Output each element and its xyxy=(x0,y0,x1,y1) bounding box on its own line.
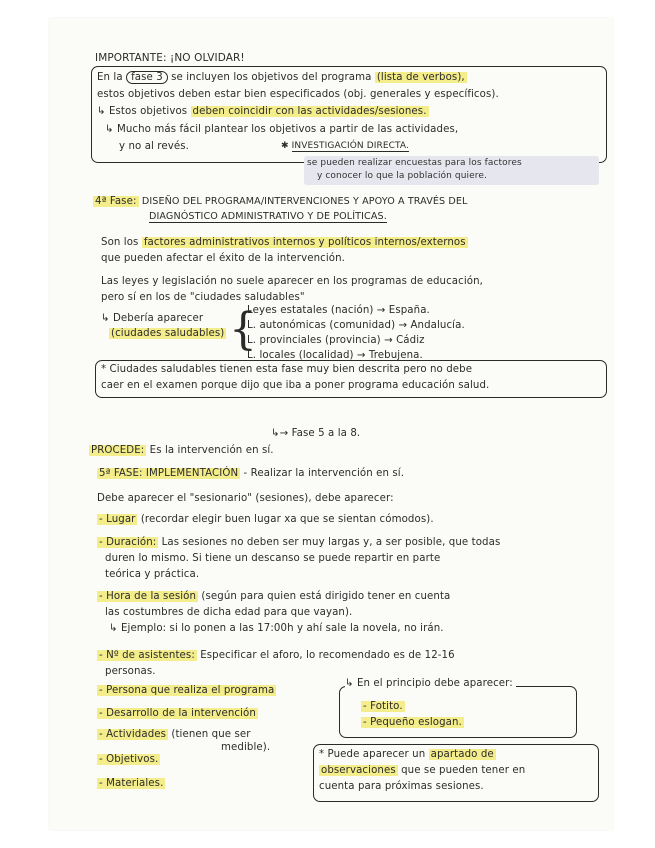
highlight: - Lugar xyxy=(99,514,136,525)
phase4-heading-2 xyxy=(149,211,387,222)
text: ↳ Debería aparecer xyxy=(101,313,204,324)
deberia-aparecer xyxy=(101,313,203,324)
phase4-p2: Las leyes y legislación no suele aparecer en los programas de educación, xyxy=(101,276,483,287)
hora-3: ↳ Ejemplo: si lo ponen a las 17:00h y ahí sale la novela, no irán. xyxy=(109,623,444,634)
asistentes-2: personas. xyxy=(105,666,156,677)
obs-line-2 xyxy=(319,765,525,776)
important-line-2: estos objetivos deben estar bien especificados (obj. generales y específicos). xyxy=(97,89,499,100)
duracion-2: duren lo mismo. Si tiene un descanso se puede repartir en parte xyxy=(105,553,441,564)
actividades-2: medible). xyxy=(221,742,271,753)
asistentes xyxy=(97,650,455,661)
highlight: - Actividades xyxy=(99,729,167,740)
persona xyxy=(97,685,276,696)
text: (recordar elegir buen lugar xa que se sientan cómodos). xyxy=(140,514,434,525)
important-line-5: y no al revés. xyxy=(119,141,189,152)
eslogan xyxy=(361,717,464,728)
highlight: 5ª FASE: IMPLEMENTACIÓN xyxy=(99,468,239,479)
text: (tienen que ser xyxy=(171,729,251,740)
important-line-3 xyxy=(97,106,429,117)
text: Fase 5 a la 8. xyxy=(291,428,361,439)
text: DISEÑO DEL PROGRAMA/INTERVENCIONES Y APOYO A TRAVÉS DEL xyxy=(141,196,468,207)
law-2: L. autonómicas (comunidad) → Andalucía. xyxy=(247,320,465,331)
important-title: IMPORTANTE: ¡NO OLVIDAR! xyxy=(95,52,249,64)
fase-3-circled: fase 3 xyxy=(126,71,168,84)
law-3: L. provinciales (provincia) → Cádiz xyxy=(247,335,425,346)
text: Especificar el aforo, lo recomendado es de 12-16 xyxy=(200,650,455,661)
lugar xyxy=(97,514,434,525)
highlight: deben coincidir con las actividades/sesiones. xyxy=(192,106,427,117)
highlight: - Fotito. xyxy=(363,701,403,712)
phase4-heading-1 xyxy=(93,196,468,207)
text: se incluyen los objetivos del programa xyxy=(171,72,372,83)
phase4-p1b: que pueden afectar el éxito de la intervención. xyxy=(101,253,345,264)
text: Son los xyxy=(101,237,139,248)
important-line-4: ↳ Mucho más fácil plantear los objetivos a partir de las actividades, xyxy=(105,124,459,135)
highlight: apartado de xyxy=(430,749,494,760)
duracion xyxy=(97,537,500,548)
text: * Puede aparecer un xyxy=(319,749,426,760)
fotito xyxy=(361,701,405,712)
phase5-intro: Debe aparecer el "sesionario" (sesiones), debe aparecer: xyxy=(97,493,394,504)
brace: { xyxy=(229,304,257,355)
desarrollo xyxy=(97,708,258,719)
highlight: 4ª Fase: xyxy=(95,196,137,207)
actividades xyxy=(97,729,251,740)
hora-2: las costumbres de dicha edad para que vayan). xyxy=(105,607,353,618)
obs-line-1 xyxy=(319,749,496,760)
note-line-2: caer en el examen porque dijo que iba a poner programa educación salud. xyxy=(101,380,490,391)
principio: ↳ En el principio debe aparecer: xyxy=(345,678,516,689)
procede-line xyxy=(89,445,274,456)
highlight: (lista de verbos), xyxy=(376,72,465,83)
highlight: factores administrativos internos y políticos internos/externos xyxy=(143,237,466,248)
law-1: Leyes estatales (nación) → España. xyxy=(247,305,430,316)
phases-arrow: ↳→ Fase 5 a la 8. xyxy=(271,428,361,439)
hora xyxy=(97,591,450,602)
highlight: observaciones xyxy=(321,765,396,776)
highlight: - Duración: xyxy=(99,537,157,548)
phase4-p3: pero sí en los de "ciudades saludables" xyxy=(101,292,305,303)
materiales xyxy=(97,778,165,789)
highlight: - Pequeño eslogan. xyxy=(363,717,462,728)
text: En la xyxy=(97,72,123,83)
highlight: - Hora de la sesión xyxy=(99,591,197,602)
text: (según para quien está dirigido tener en cuenta xyxy=(201,591,451,602)
law-4: L. locales (localidad) → Trebujena. xyxy=(247,350,423,361)
highlight: - Persona que realiza el programa xyxy=(99,685,275,696)
investigacion-directa: ✱ INVESTIGACIÓN DIRECTA. xyxy=(281,141,409,151)
notes-page xyxy=(49,18,613,830)
text: ↳ Estos objetivos xyxy=(97,106,188,117)
text: INVESTIGACIÓN DIRECTA. xyxy=(291,141,409,151)
text: Las sesiones no deben ser muy largas y, a ser posible, que todas xyxy=(161,537,501,548)
objetivos xyxy=(97,754,160,765)
obs-line-3: cuenta para próximas sesiones. xyxy=(319,781,484,792)
important-line-1 xyxy=(97,72,467,83)
highlight: (ciudades saludables) xyxy=(111,328,225,339)
principio-box xyxy=(339,686,577,738)
highlight: PROCEDE: xyxy=(91,445,145,456)
gray-note-line-1: se pueden realizar encuestas para los factores xyxy=(307,158,522,168)
text: DIAGNÓSTICO ADMINISTRATIVO Y DE POLÍTICAS. xyxy=(149,211,387,222)
highlight: - Materiales. xyxy=(99,778,164,789)
highlight: - Nº de asistentes: xyxy=(99,650,195,661)
highlight: - Objetivos. xyxy=(99,754,159,765)
text: - Realizar la intervención en sí. xyxy=(243,468,405,479)
note-line-1: * Ciudades saludables tienen esta fase muy bien descrita pero no debe xyxy=(101,364,473,375)
text: que se pueden tener en xyxy=(401,765,526,776)
highlight: - Desarrollo de la intervención xyxy=(99,708,256,719)
duracion-3: teórica y práctica. xyxy=(105,569,200,580)
text: Es la intervención en sí. xyxy=(149,445,274,456)
gray-note-line-2: y conocer lo que la población quiere. xyxy=(317,171,487,181)
phase4-p1 xyxy=(101,237,468,248)
phase5-heading xyxy=(97,468,404,479)
ciudades-saludables xyxy=(109,328,226,339)
